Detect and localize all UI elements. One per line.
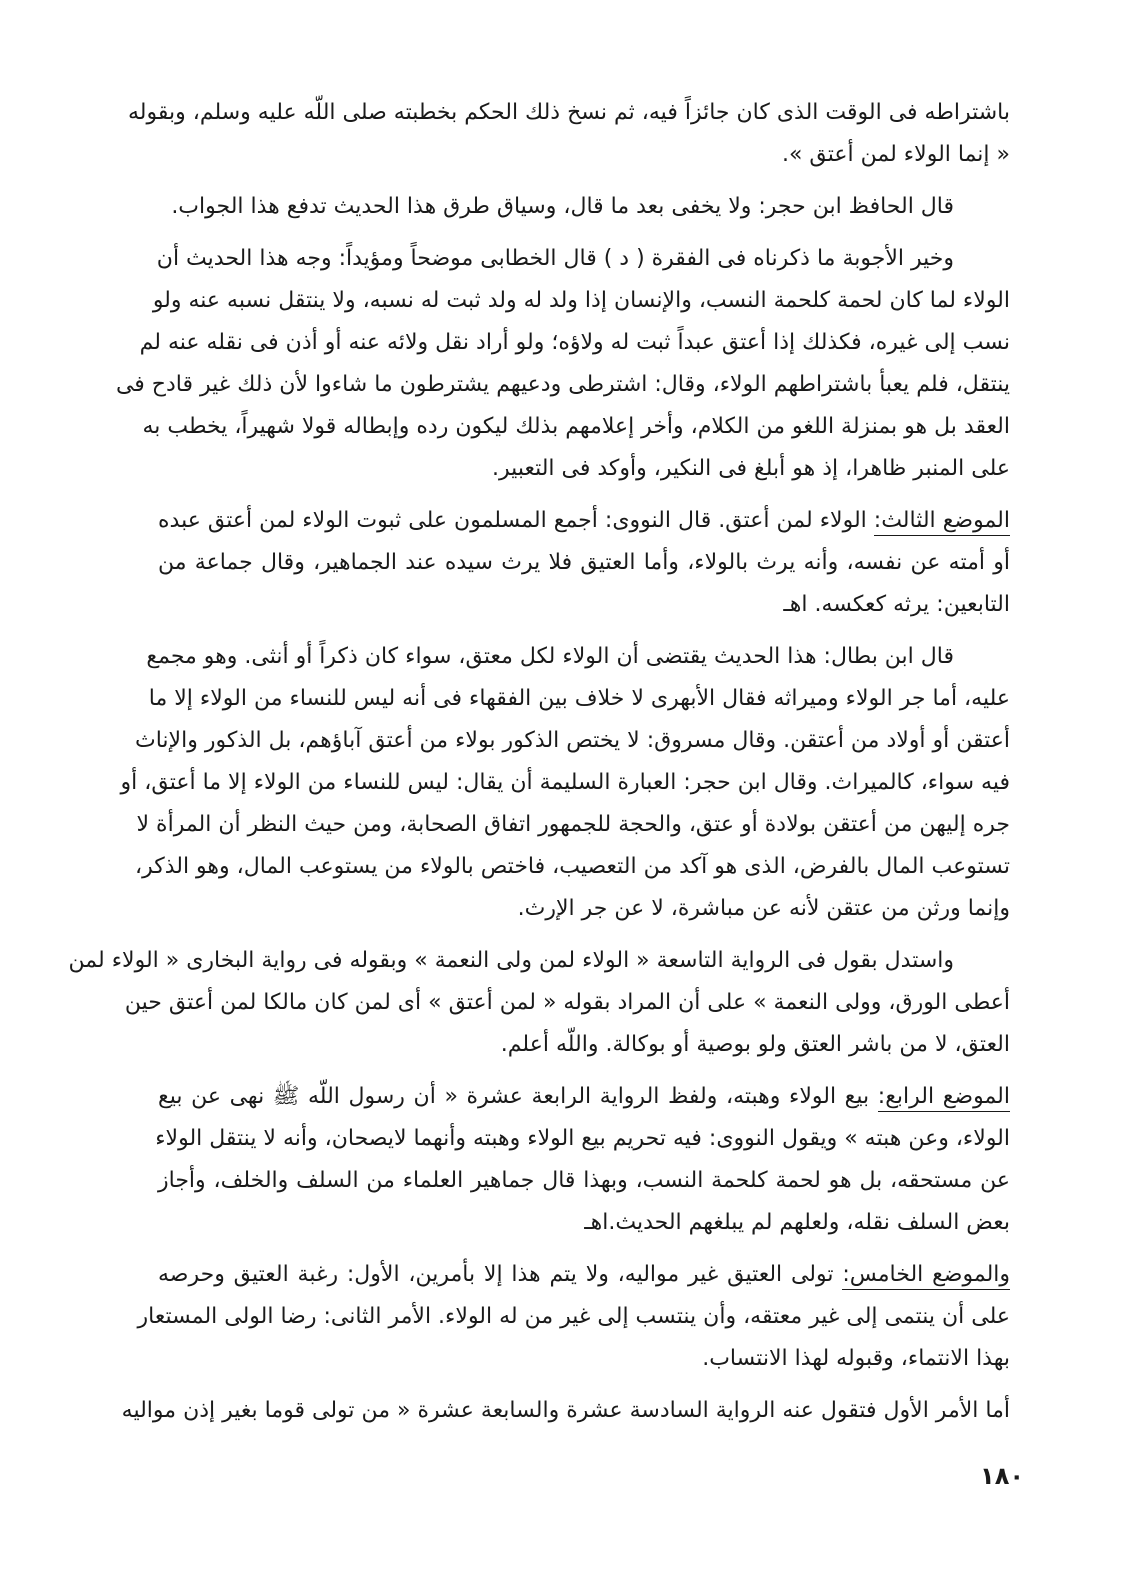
paragraph-7	[155, 1076, 1011, 1244]
text-line: وخير الأجوبة ما ذكرناه فى الفقرة ( د ) قال الخطابى موضحاً ومؤيداً: وجه هذا الحديث أن	[156, 246, 954, 271]
text-line: جره إليهن من أعتقن بولادة أو عتق، والحجة للجمهور اتفاق الصحابة، ومن حيث النظر أن المرأة لا	[136, 812, 1010, 837]
text-line: « إنما الولاء لمن أعتق ».	[781, 142, 1010, 167]
paragraph-1	[127, 92, 1010, 176]
text-line	[158, 500, 1010, 542]
text-line: الولاء، وعن هبته » ويقول النووى: فيه تحريم بيع الولاء وهبته وأنهما لايصحان، وأنه لا ينتقل الولاء	[155, 1126, 1010, 1151]
page-body	[68, 92, 1011, 1442]
text-run: الولاء لمن أعتق. قال النووى: أجمع المسلمون على ثبوت الولاء لمن أعتق عبده	[158, 508, 874, 533]
text-line: عليه، أما جر الولاء وميراثه فقال الأبهرى لا خلاف بين الفقهاء فى أنه ليس للنساء من الولاء إلا ما	[148, 686, 1010, 711]
section-heading: الموضع الثالث:	[874, 508, 1010, 536]
section-heading: والموضع الخامس:	[842, 1262, 1010, 1290]
text-line: أو أمته عن نفسه، وأنه يرث بالولاء، وأما العتيق فلا يرث سيده عند الجماهير، وقال جماعة من	[158, 550, 1010, 575]
text-line: التابعين: يرثه كعكسه. اهـ	[783, 592, 1010, 617]
text-line: واستدل بقول فى الرواية التاسعة « الولاء لمن ولى النعمة » وبقوله فى رواية البخارى « الولاء لمن	[68, 948, 954, 973]
paragraph-5	[120, 636, 1010, 930]
paragraph-4	[158, 500, 1010, 626]
paragraph-2	[158, 186, 1010, 228]
section-heading: الموضع الرابع:	[878, 1084, 1010, 1112]
paragraph-9	[121, 1390, 1010, 1432]
text-line: الولاء لما كان لحمة كلحمة النسب، والإنسان إذا ولد له ولد ثبت له نسبه، ولا ينتقل نسبه عنه ولو	[152, 288, 1010, 313]
text-line: العقد بل هو بمنزلة اللغو من الكلام، وأخر إعلامهم بذلك ليكون رده وإبطاله قولا شهيراً، يخطب به	[142, 414, 1010, 439]
text-line: نسب إلى غيره، فكذلك إذا أعتق عبداً ثبت له ولاؤه؛ ولو أراد نقل ولائه عنه أو أذن فى نقله عنه لم	[139, 330, 1010, 355]
text-line: أعطى الورق، وولى النعمة » على أن المراد بقوله « لمن أعتق » أى لمن كان مالكا لمن أعتق حين	[124, 990, 1010, 1015]
text-line: على أن ينتمى إلى غير معتقه، وأن ينتسب إلى غير من له الولاء. الأمر الثانى: رضا الولى المستعار	[137, 1304, 1010, 1329]
text-line: باشتراطه فى الوقت الذى كان جائزاً فيه، ثم نسخ ذلك الحكم بخطبته صلى اللّه عليه وسلم، وبقوله	[127, 100, 1010, 125]
text-line: أما الأمر الأول فتقول عنه الرواية السادسة عشرة والسابعة عشرة « من تولى قوما بغير إذن مواليه	[121, 1398, 1010, 1423]
text-run: بيع الولاء وهبته، ولفظ الرواية الرابعة عشرة « أن رسول اللّه ﷺ نهى عن بيع	[158, 1084, 878, 1109]
text-line	[158, 1076, 1010, 1118]
text-line: أعتقن أو أولاد من أعتقن. وقال مسروق: لا يختص الذكور بولاء من أعتق آباؤهم، بل الذكور والإناث	[135, 728, 1010, 753]
paragraph-3	[115, 238, 1010, 490]
text-line: فيه سواء، كالميراث. وقال ابن حجر: العبارة السليمة أن يقال: ليس للنساء من الولاء إلا ما أعتق، أو	[120, 770, 1010, 795]
text-line: العتق، لا من باشر العتق ولو بوصية أو بوكالة. واللّه أعلم.	[500, 1032, 1010, 1057]
text-line: قال ابن بطال: هذا الحديث يقتضى أن الولاء لكل معتق، سواء كان ذكراً أو أنثى. وهو مجمع	[146, 644, 954, 669]
text-line: وإنما ورثن من عتقن لأنه عن مباشرة، لا عن جر الإرث.	[517, 896, 1010, 921]
text-line: قال الحافظ ابن حجر: ولا يخفى بعد ما قال، وسياق طرق هذا الحديث تدفع هذا الجواب.	[171, 194, 954, 219]
paragraph-8	[137, 1254, 1011, 1380]
text-line: بعض السلف نقله، ولعلهم لم يبلغهم الحديث.اهـ	[584, 1210, 1010, 1235]
page-number: ١٨٠	[980, 1462, 1024, 1490]
text-line	[158, 1254, 1010, 1296]
text-line: على المنبر ظاهرا، إذ هو أبلغ فى النكير، وأوكد فى التعبير.	[492, 456, 1010, 481]
text-line: بهذا الانتماء، وقبوله لهذا الانتساب.	[702, 1346, 1010, 1371]
text-run: تولى العتيق غير مواليه، ولا يتم هذا إلا بأمرين، الأول: رغبة العتيق وحرصه	[158, 1262, 843, 1287]
paragraph-6	[68, 940, 1010, 1066]
text-line: عن مستحقه، بل هو لحمة كلحمة النسب، وبهذا قال جماهير العلماء من السلف والخلف، وأجاز	[158, 1168, 1010, 1193]
text-line: تستوعب المال بالفرض، الذى هو آكد من التعصيب، فاختص بالولاء من يستوعب المال، وهو الذكر،	[134, 854, 1010, 879]
text-line: ينتقل، فلم يعبأ باشتراطهم الولاء، وقال: اشترطى ودعيهم يشترطون ما شاءوا لأن ذلك غير قادح فى	[115, 372, 1010, 397]
